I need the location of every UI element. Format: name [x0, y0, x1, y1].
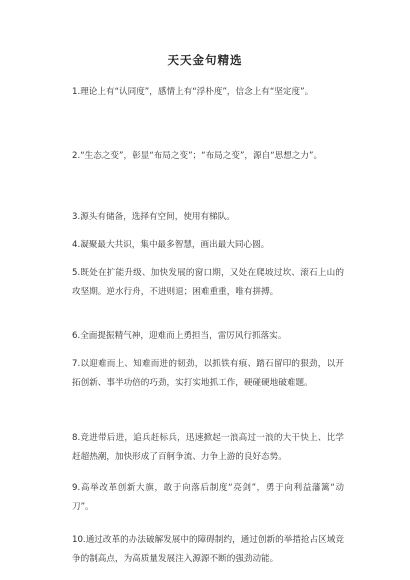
quote-text: 凝聚最大共识，集中最多智慧，画出最大同心圆。 [80, 240, 270, 250]
quote-text: 通过改革的办法破解发展中的障碍制约，通过创新的举措抢占区域竞争的制高点，为高质量发展注入源源不断的强劲动能。 [72, 535, 344, 564]
quote-number: 7. [72, 359, 81, 369]
quote-item-7 [72, 355, 344, 393]
quote-number: 6. [72, 331, 81, 341]
quote-item-1 [72, 83, 344, 102]
quote-number: 9. [72, 483, 81, 493]
quote-text: 理论上有“认同度”，感情上有“浮朴度”，信念上有“坚定度”。 [80, 87, 314, 97]
quote-number: 1. [72, 87, 81, 97]
quote-item-6 [72, 327, 344, 346]
document-title: 天天金句精选 [167, 53, 243, 67]
quote-text: 全面提振精气神，迎难而上勇担当，雷厉风行抓落实。 [80, 331, 287, 341]
quote-number: 3. [72, 212, 81, 222]
quote-number: 5. [72, 268, 81, 278]
quote-item-10 [72, 531, 344, 569]
quote-item-8 [72, 429, 344, 467]
quote-text: 竞进带后进，追兵赶标兵，迅速掀起一浪高过一浪的大干快上、比学赶超热潮，加快形成了百舸争流、力争上游的良好态势。 [72, 433, 344, 462]
quote-number: 2. [72, 151, 81, 161]
quote-text: 源头有储备，选择有空间，使用有梯队。 [80, 212, 235, 222]
quote-text: 高举改革创新大旗，敢于向落后制度“亮剑”，勇于向利益藩篱“动刀”。 [72, 483, 344, 512]
quote-item-3 [72, 208, 344, 227]
quote-item-5 [72, 264, 344, 302]
quote-text: 以迎难而上、知难而进的韧劲，以抓铁有痕、踏石留印的狠劲，以开拓创新、事半功倍的巧劲，实打实地抓工作，硬碰硬地破难题。 [72, 359, 344, 388]
quote-number: 8. [72, 433, 81, 443]
quote-item-2 [72, 147, 344, 166]
quote-number: 4. [72, 240, 81, 250]
quote-number: 10. [72, 535, 86, 545]
quote-text: 既处在扩能升级、加快发展的窗口期，又处在爬坡过坎、滚石上山的攻坚期。逆水行舟，不进则退；困难重重，唯有拼搏。 [72, 268, 344, 297]
quote-text: “生态之变”，彰显“布局之变”；“布局之变”，源自“思想之力”。 [80, 151, 323, 161]
quote-item-9 [72, 479, 344, 517]
quote-item-4 [72, 236, 344, 255]
